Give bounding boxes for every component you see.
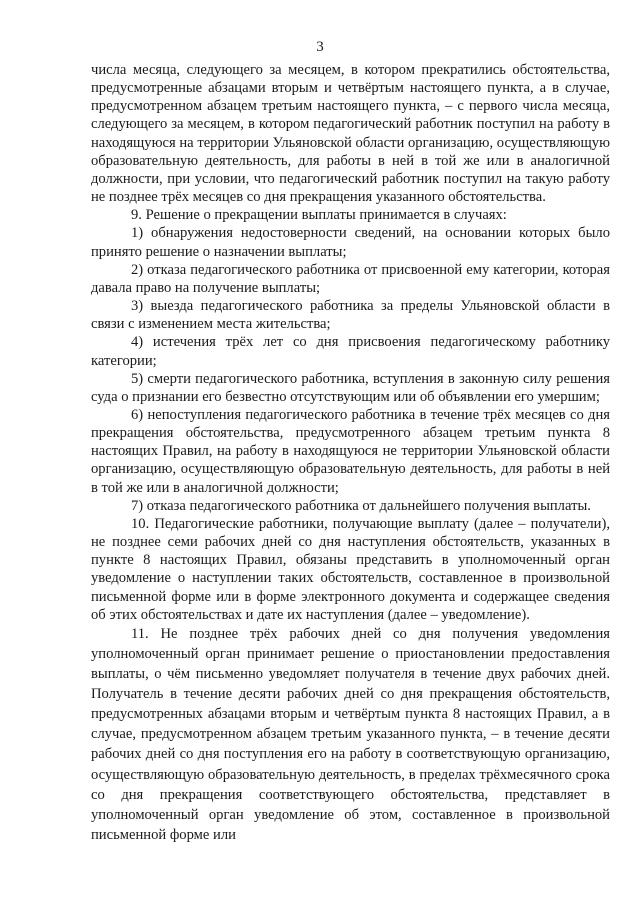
list-item-9-2: 2) отказа педагогического работника от присвоенной ему категории, которая давала право на получение выплаты; (91, 261, 610, 296)
paragraph-10: 10. Педагогические работники, получающие выплату (далее – получатели), не позднее семи рабочих дней со дня наступления обстоятельств, указанных в пункте 8 настоящих Правил, обязаны представить в уполномоченный орган уведомление о наступлении таких обстоятельств, составленное в произвольной письменной форме или в форме электронного документа и содержащее сведения об этих обстоятельствах и дате их наступления (далее – уведомление). (91, 515, 610, 623)
page-number: 3 (316, 39, 324, 55)
list-item-9-6: 6) непоступления педагогического работника в течение трёх месяцев со дня прекращения обстоятельства, предусмотренного абзацем третьим пункта 8 настоящих Правил, на работу в находящуюся не территории Ульяновской области организацию, осуществляющую образовательную деятельность, для работы в ней в той же или в аналогичной должности; (91, 406, 610, 496)
list-item-9-1: 1) обнаружения недостоверности сведений, на основании которых было принято решение о назначении выплаты; (91, 225, 610, 260)
list-item-9-3: 3) выезда педагогического работника за пределы Ульяновской области в связи с изменением места жительства; (91, 298, 610, 333)
list-item-9-5: 5) смерти педагогического работника, вступления в законную силу решения суда о признании его безвестно отсутствующим или об объявлении его умершим; (91, 370, 610, 405)
paragraph-11: 11. Не позднее трёх рабочих дней со дня получения уведомления уполномоченный орган принимает решение о приостановлении предоставления выплаты, о чём письменно уведомляет получателя в течение двух рабочих дней. Получатель в течение десяти рабочих дней со дня прекращения обстоятельств, предусмотренных абзацами вторым и четвёртым пункта 8 настоящих Правил, а в случае, предусмотренном абзацем третьим указанного пункта, – в течение десяти рабочих дней со дня поступления его на работу в соответствующую организацию, осуществляющую образовательную деятельность, в пределах трёхмесячного срока со дня прекращения соответствующего обстоятельства, представляет в уполномоченный орган уведомление об этом, составленное в произвольной письменной форме или (91, 625, 610, 843)
list-item-9-4: 4) истечения трёх лет со дня присвоения педагогическому работнику категории; (91, 334, 610, 369)
document-body (91, 61, 610, 845)
list-item-9-7: 7) отказа педагогического работника от дальнейшего получения выплаты. (131, 497, 591, 514)
paragraph-continuation: числа месяца, следующего за месяцем, в котором прекратились обстоятельства, предусмотренные абзацами вторым и четвёртым настоящего пункта, а в случае, предусмотренном абзацем третьим настоящего пункта, – с первого числа месяца, следующего за месяцем, в котором педагогический работник поступил на работу в находящуюся на территории Ульяновской области организацию, осуществляющую образовательную деятельность, для работы в ней в той же или в аналогичной должности, при условии, что педагогический работник поступил на такую работу не позднее трёх месяцев со дня прекращения указанного обстоятельства. (91, 62, 610, 206)
paragraph-9: 9. Решение о прекращении выплаты принимается в случаях: (131, 207, 507, 224)
